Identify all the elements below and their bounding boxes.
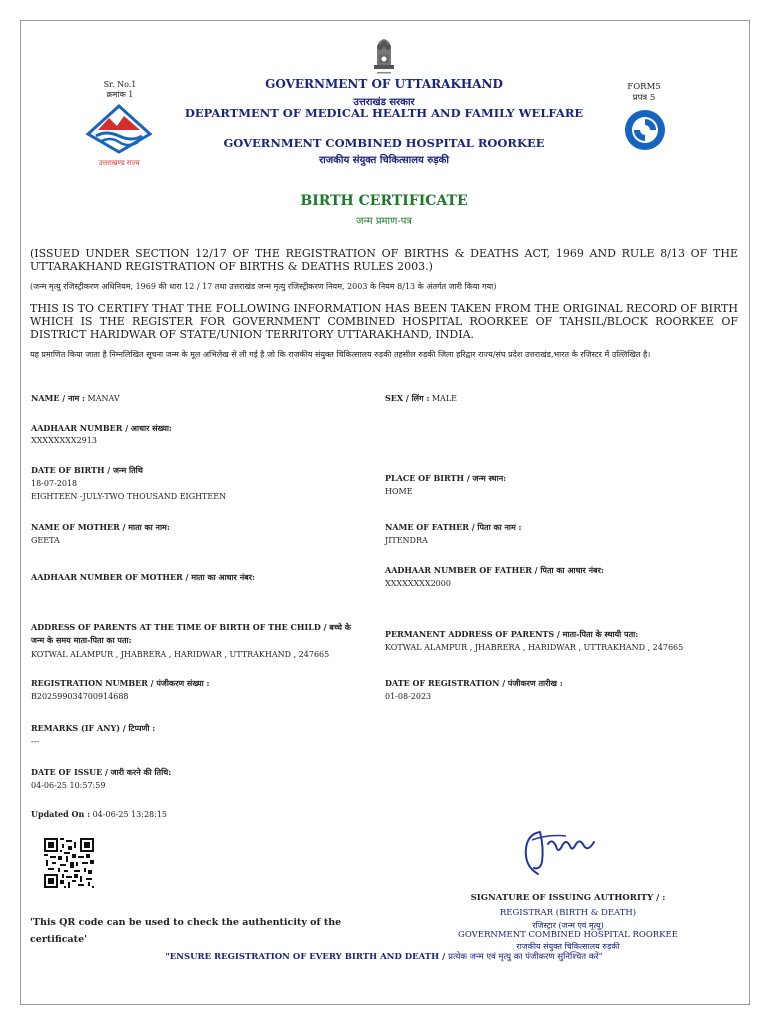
father-aadhaar-value: XXXXXXXX2000 [385, 579, 451, 588]
sex-label: SEX / लिंग : [385, 393, 430, 403]
registration-number-value: B20259903470091468​8 [31, 692, 129, 701]
issue-date-label: DATE OF ISSUE / जारी करने की तिथि: [31, 767, 172, 777]
address-birth-value: KOTWAL ALAMPUR , JHABRERA , HARIDWAR , UTTRAKHAND , 247665 [31, 650, 330, 659]
name-value: MANAV [87, 394, 120, 403]
government-title-hindi: उत्तराखंड सरकार [353, 97, 415, 108]
form-label: FORM5 [627, 82, 661, 92]
registration-date-value: 01-08-2023 [385, 692, 432, 701]
aadhaar-value: XXXXXXXX2913 [31, 436, 97, 445]
signatory-hospital: GOVERNMENT COMBINED HOSPITAL ROORKEE [458, 930, 678, 940]
father-aadhaar-label: AADHAAR NUMBER OF FATHER / पिता का आधार नंबर: [385, 565, 604, 575]
serial-number-text: Sr. No.1 [103, 80, 137, 89]
hospital-title: GOVERNMENT COMBINED HOSPITAL ROORKEE [223, 136, 545, 150]
issue-date-value: 04-06-25 10:57:59 [31, 781, 106, 790]
mother-name-value: GEETA [31, 536, 60, 545]
updated-on-value: 04-06-25 13:28:15 [92, 810, 168, 819]
father-name-label: NAME OF FATHER / पिता का नाम : [385, 522, 522, 532]
qr-note: 'This QR code can be used to check the authenticity of the certificate' [30, 917, 342, 945]
hospital-title-hindi: राजकीय संयुक्त चिकित्सालय रुड़की [319, 155, 449, 166]
signature-mark [518, 818, 602, 878]
registration-number-label: REGISTRATION NUMBER / पंजीकरण संख्या : [31, 678, 210, 688]
sex-value: MALE [431, 394, 457, 403]
government-title: GOVERNMENT OF UTTARAKHAND [265, 77, 503, 91]
sex-field [385, 393, 715, 404]
name-field [31, 393, 361, 404]
issued-under-text: (ISSUED UNDER SECTION 12/17 OF THE REGISTRATION OF BIRTHS & DEATHS ACT, 1969 AND RULE 8/13 OF THE UTTARAKHAND REGISTRATION OF BIRTHS & DEATHS RULES 2003.) [30, 247, 738, 273]
signature-title: SIGNATURE OF ISSUING AUTHORITY / : [470, 893, 666, 903]
aadhaar-label: AADHAAR NUMBER / आधार संख्या: [31, 423, 172, 433]
national-emblem-icon [371, 35, 397, 77]
signatory-hospital-hindi: राजकीय संयुक्त चिकित्सालय रुड़की [516, 942, 620, 951]
state-logo-caption: उत्तराखण्ड राज्य [98, 159, 140, 167]
department-title: DEPARTMENT OF MEDICAL HEALTH AND FAMILY WELFARE [184, 106, 584, 120]
ensure-registration-text: "ENSURE REGISTRATION OF EVERY BIRTH AND DEATH / [165, 952, 446, 962]
ensure-registration-note [100, 951, 668, 962]
certify-hindi: यह प्रमाणित किया जाता है निम्नलिखित सूचना जन्म के मूल अभिलेख से ली गई है जो कि राजकीय संयुक्त चिकित्सालय रुड़की तहसील रुड़की जिला हरिद्वार राज्य/संघ प्रदेश उत्तराखंड,भारत के रजिस्टर में उल्लिखित है। [30, 350, 651, 359]
pob-label: PLACE OF BIRTH / जन्म स्थान: [385, 473, 507, 483]
mother-aadhaar-label: AADHAAR NUMBER OF MOTHER / माता का आधार नंबर: [31, 572, 255, 582]
remarks-label: REMARKS (IF ANY) / टिप्पणी : [31, 723, 156, 733]
remarks-value: --- [31, 737, 40, 746]
serial-number [96, 80, 144, 100]
family-welfare-logo-icon [622, 107, 668, 153]
qr-code-icon[interactable] [44, 838, 94, 888]
certify-text: THIS IS TO CERTIFY THAT THE FOLLOWING INFORMATION HAS BEEN TAKEN FROM THE ORIGINAL RECORD OF BIRTH WHICH IS THE REGISTER FOR GOVERNMENT COMBINED HOSPITAL ROORKEE OF TAHSIL/BLOCK ROORKEE OF DISTRICT HARIDWAR OF STATE/UNION TERRITORY UTTARAKHAND, INDIA. [30, 302, 738, 341]
uttarakhand-logo [84, 104, 154, 167]
father-name-value: JITENDRA [385, 536, 428, 545]
address-permanent-value: KOTWAL ALAMPUR , JHABRERA , HARIDWAR , UTTRAKHAND , 247665 [385, 643, 684, 652]
updated-on-field [31, 809, 361, 819]
form-label-hindi: प्रपत्र 5 [632, 93, 656, 103]
registration-date-label: DATE OF REGISTRATION / पंजीकरण तारीख : [385, 678, 563, 688]
uttarakhand-emblem-icon [84, 104, 154, 154]
certificate-title-hindi: जन्म प्रमाण-पत्र [356, 216, 412, 227]
dob-value: 18-07-2018 [31, 479, 78, 488]
address-birth-label: ADDRESS OF PARENTS AT THE TIME OF BIRTH OF THE CHILD / बच्चे के जन्म के समय माता-पिता का पता: [31, 622, 351, 645]
dob-words: EIGHTEEN -JULY-TWO THOUSAND EIGHTEEN [31, 492, 227, 501]
certificate-title: BIRTH CERTIFICATE [300, 193, 468, 209]
dob-label: DATE OF BIRTH / जन्म तिथि [31, 465, 143, 475]
registrar-title-hindi: रजिस्ट्रार (जन्म एवं मृत्यु) [532, 921, 604, 930]
name-label: NAME / नाम : [31, 393, 85, 403]
pob-value: HOME [385, 487, 413, 496]
registrar-title: REGISTRAR (BIRTH & DEATH) [499, 908, 637, 918]
ensure-registration-hindi: प्रत्येक जन्म एवं मृत्यु का पंजीकरण सुनिश्चित करें" [448, 952, 603, 962]
form-number [622, 82, 666, 104]
mother-name-label: NAME OF MOTHER / माता का नाम: [31, 522, 170, 532]
updated-on-label: Updated On : [31, 809, 91, 819]
issued-under-hindi: (जन्म मृत्यु रजिस्ट्रीकरण अधिनियम, 1969 की धारा 12 / 17 तथा उत्तराखंड जन्म मृत्यु रजिस्ट्रीकरण नियम, 2003 के नियम 8/13 के अंतर्गत जारी किया गया) [30, 282, 497, 291]
address-permanent-label: PERMANENT ADDRESS OF PARENTS / माता-पिता के स्थायी पता: [385, 629, 639, 639]
serial-number-hindi: क्रमांक 1 [106, 90, 134, 99]
